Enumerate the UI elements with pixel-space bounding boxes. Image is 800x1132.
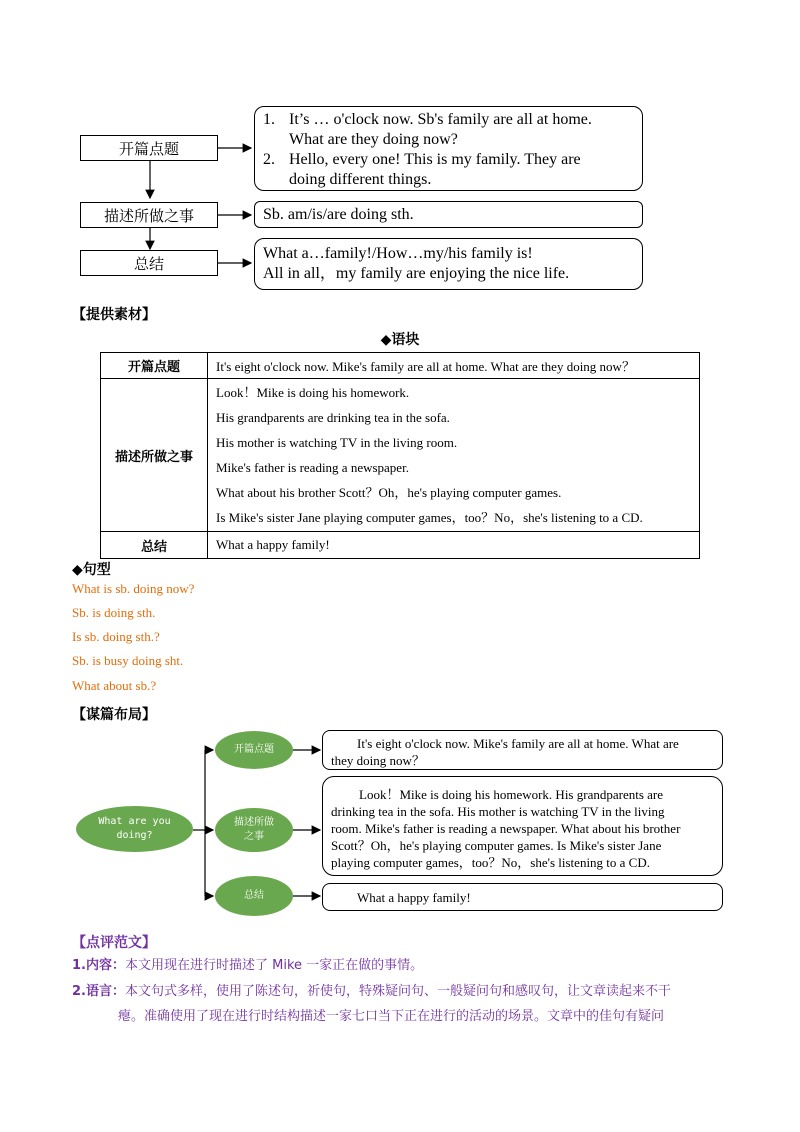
materials-table xyxy=(100,352,700,559)
describe-line: Look！Mike is doing his homework. xyxy=(216,385,410,400)
node-opening-label: 开篇点题 xyxy=(234,744,274,755)
outline-step-describe: 描述所做之事 xyxy=(80,202,218,228)
layout-box3-text: What a happy family! xyxy=(357,890,471,905)
table-text-describe xyxy=(208,379,700,532)
table-row-summary xyxy=(101,532,700,559)
layout-box-opening xyxy=(322,730,723,770)
layout-section-title: 【谋篇布局】 xyxy=(72,707,156,723)
table-text-opening: It's eight o'clock now. Mike's family are all at home. What are they doing now？ xyxy=(208,353,700,379)
layout-box2-line: drinking tea in the sofa. His mother is watching TV in the living xyxy=(331,804,665,819)
layout-box1-line-1: It's eight o'clock now. Mike's family are all at home. What are xyxy=(357,736,679,751)
pattern-item: Sb. is doing sth. xyxy=(72,605,156,620)
pattern-item: What is sb. doing now? xyxy=(72,581,195,596)
outline-step-opening: 开篇点题 xyxy=(80,135,218,161)
describe-line: His mother is watching TV in the living room. xyxy=(216,435,458,450)
review-content xyxy=(72,954,423,978)
review-language-label: 2.语言： xyxy=(72,984,125,999)
materials-section-title: 【提供素材】 xyxy=(72,307,156,323)
layout-box1-line-2: they doing now？ xyxy=(331,753,425,768)
node-describe-line-1: 描述所做 xyxy=(234,817,274,828)
pattern-item: Sb. is busy doing sht. xyxy=(72,653,184,668)
review-language-line-1: 本文句式多样，使用了陈述句，祈使句，特殊疑问句、一般疑问句和感叹句，让文章读起来不干 xyxy=(124,984,671,999)
layout-node-opening xyxy=(215,731,293,769)
opening-item-2 xyxy=(263,150,634,190)
review-language-cont xyxy=(118,1005,730,1029)
opening-item-2-num: 2. xyxy=(263,151,275,168)
outline-opening-box xyxy=(254,106,643,191)
table-text-summary: What a happy family! xyxy=(208,532,700,559)
layout-box-summary xyxy=(322,883,723,911)
review-section-title: 【点评范文】 xyxy=(72,935,156,951)
layout-center-node xyxy=(76,806,193,852)
review-language xyxy=(72,980,732,1004)
review-language-line-2: 瘪。准确使用了现在进行时结构描述一家七口当下正在进行的活动的场景。文章中的佳句有疑问 xyxy=(118,1009,665,1024)
table-row-describe xyxy=(101,379,700,532)
describe-text: Sb. am/is/are doing sth. xyxy=(263,206,414,223)
center-line-2: doing? xyxy=(116,830,153,841)
summary-line-1: What a…family!/How…my/his family is! xyxy=(263,245,533,262)
outline-step-summary: 总结 xyxy=(80,250,218,276)
opening-item-1-line-1: It’s … o'clock now. Sb's family are all at home. xyxy=(289,111,592,128)
layout-box-describe xyxy=(322,776,723,876)
opening-item-2-line-1: Hello, every one! This is my family. They are xyxy=(289,151,581,168)
describe-line: His grandparents are drinking tea in the sofa. xyxy=(216,410,450,425)
outline-describe-box xyxy=(254,201,643,228)
patterns-title: ◆句型 xyxy=(72,562,111,578)
describe-line: Is Mike's sister Jane playing computer games，too？No，she's listening to a CD. xyxy=(216,510,643,525)
review-content-text: 本文用现在进行时描述了 Mike 一家正在做的事情。 xyxy=(124,958,424,973)
layout-box2-line: playing computer games，too？No，she's listening to a CD. xyxy=(331,855,650,870)
summary-line-2: All in all，my family are enjoying the nice life. xyxy=(263,265,570,282)
opening-item-1-line-2: What are they doing now? xyxy=(289,131,458,148)
outline-summary-box xyxy=(254,238,643,290)
pattern-item: Is sb. doing sth.? xyxy=(72,629,160,644)
table-row-opening xyxy=(101,353,700,379)
opening-item-1 xyxy=(263,110,634,150)
pattern-item: What about sb.? xyxy=(72,678,157,693)
node-describe-line-2: 之事 xyxy=(244,831,264,842)
chunks-title: ◆语块 xyxy=(380,332,420,348)
layout-node-describe xyxy=(215,808,293,852)
table-label-summary: 总结 xyxy=(101,532,208,559)
table-label-describe: 描述所做之事 xyxy=(101,379,208,532)
layout-node-summary xyxy=(215,876,293,916)
review-content-label: 1.内容： xyxy=(72,958,125,973)
opening-item-1-num: 1. xyxy=(263,111,275,128)
layout-box2-line: Look！Mike is doing his homework. His grandparents are xyxy=(359,787,664,802)
layout-box2-line: room. Mike's father is reading a newspaper. What about his brother xyxy=(331,821,681,836)
describe-line: Mike's father is reading a newspaper. xyxy=(216,460,409,475)
table-label-opening: 开篇点题 xyxy=(101,353,208,379)
layout-box2-line: Scott？Oh，he's playing computer games. Is Mike's sister Jane xyxy=(331,838,662,853)
describe-line: What about his brother Scott？Oh，he's playing computer games. xyxy=(216,485,562,500)
node-summary-label: 总结 xyxy=(244,890,264,901)
opening-item-2-line-2: doing different things. xyxy=(289,171,432,188)
center-line-1: What are you xyxy=(98,816,171,827)
